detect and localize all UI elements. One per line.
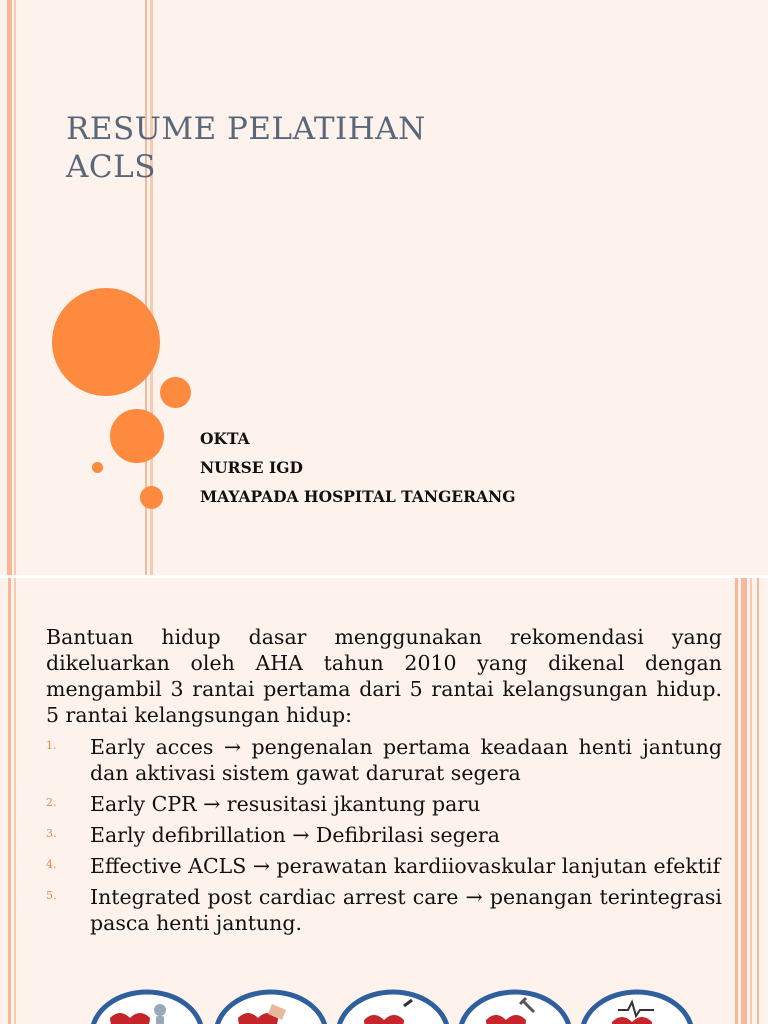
title-line-1: RESUME PELATIHAN xyxy=(66,111,426,147)
list-item xyxy=(46,734,722,786)
slide-title xyxy=(66,110,426,186)
chain-link-icon xyxy=(456,988,574,1024)
decorative-stripe xyxy=(7,0,12,575)
survival-chain-list xyxy=(46,734,722,936)
subtitle-line: NURSE IGD xyxy=(200,458,303,477)
chain-of-survival-icon xyxy=(88,988,688,1024)
decorative-circle xyxy=(110,409,164,463)
list-item-text: Early CPR → resusitasi jkantung paru xyxy=(90,792,481,816)
subtitle-line: MAYAPADA HOSPITAL TANGERANG xyxy=(200,487,516,506)
chain-link-icon xyxy=(578,988,696,1024)
list-item-text: Integrated post cardiac arrest care → penangan terintegrasi pasca henti jantung. xyxy=(90,885,722,935)
list-item xyxy=(46,884,722,936)
decorative-stripe xyxy=(8,578,11,1024)
list-number: 5. xyxy=(46,889,57,902)
subtitle xyxy=(200,424,515,511)
content-slide xyxy=(0,578,768,1024)
decorative-stripe xyxy=(750,578,752,1024)
decorative-stripe xyxy=(14,0,16,575)
list-item-text: Early defibrillation → Defibrilasi segera xyxy=(90,823,500,847)
list-item xyxy=(46,791,722,817)
chain-link-icon xyxy=(88,988,206,1024)
list-number: 2. xyxy=(46,796,57,809)
decorative-stripe xyxy=(735,578,738,1024)
slide-body xyxy=(46,624,722,941)
chain-link-icon xyxy=(334,988,452,1024)
decorative-stripe xyxy=(741,578,747,1024)
decorative-circle xyxy=(160,377,191,408)
chain-link-icon xyxy=(212,988,330,1024)
list-number: 4. xyxy=(46,858,57,871)
list-number: 3. xyxy=(46,827,57,840)
list-item xyxy=(46,822,722,848)
list-item-text: Early acces → pengenalan pertama keadaan henti jantung dan aktivasi sistem gawat darurat segera xyxy=(90,735,722,785)
list-item-text: Effective ACLS → perawatan kardiiovaskular lanjutan efektif xyxy=(90,854,721,878)
intro-paragraph: Bantuan hidup dasar menggunakan rekomendasi yang dikeluarkan oleh AHA tahun 2010 yang dikenal dengan mengambil 3 rantai pertama dari 5 rantai kelangsungan hidup. 5 rantai kelangsungan hidup: xyxy=(46,625,722,727)
list-number: 1. xyxy=(46,739,57,752)
decorative-circle xyxy=(140,486,163,509)
title-line-2: ACLS xyxy=(66,149,156,185)
subtitle-line: OKTA xyxy=(200,429,250,448)
list-item xyxy=(46,853,722,879)
decorative-stripe xyxy=(14,578,16,1024)
decorative-circle xyxy=(92,462,103,473)
decorative-stripe xyxy=(757,578,759,1024)
decorative-circle xyxy=(52,288,160,396)
